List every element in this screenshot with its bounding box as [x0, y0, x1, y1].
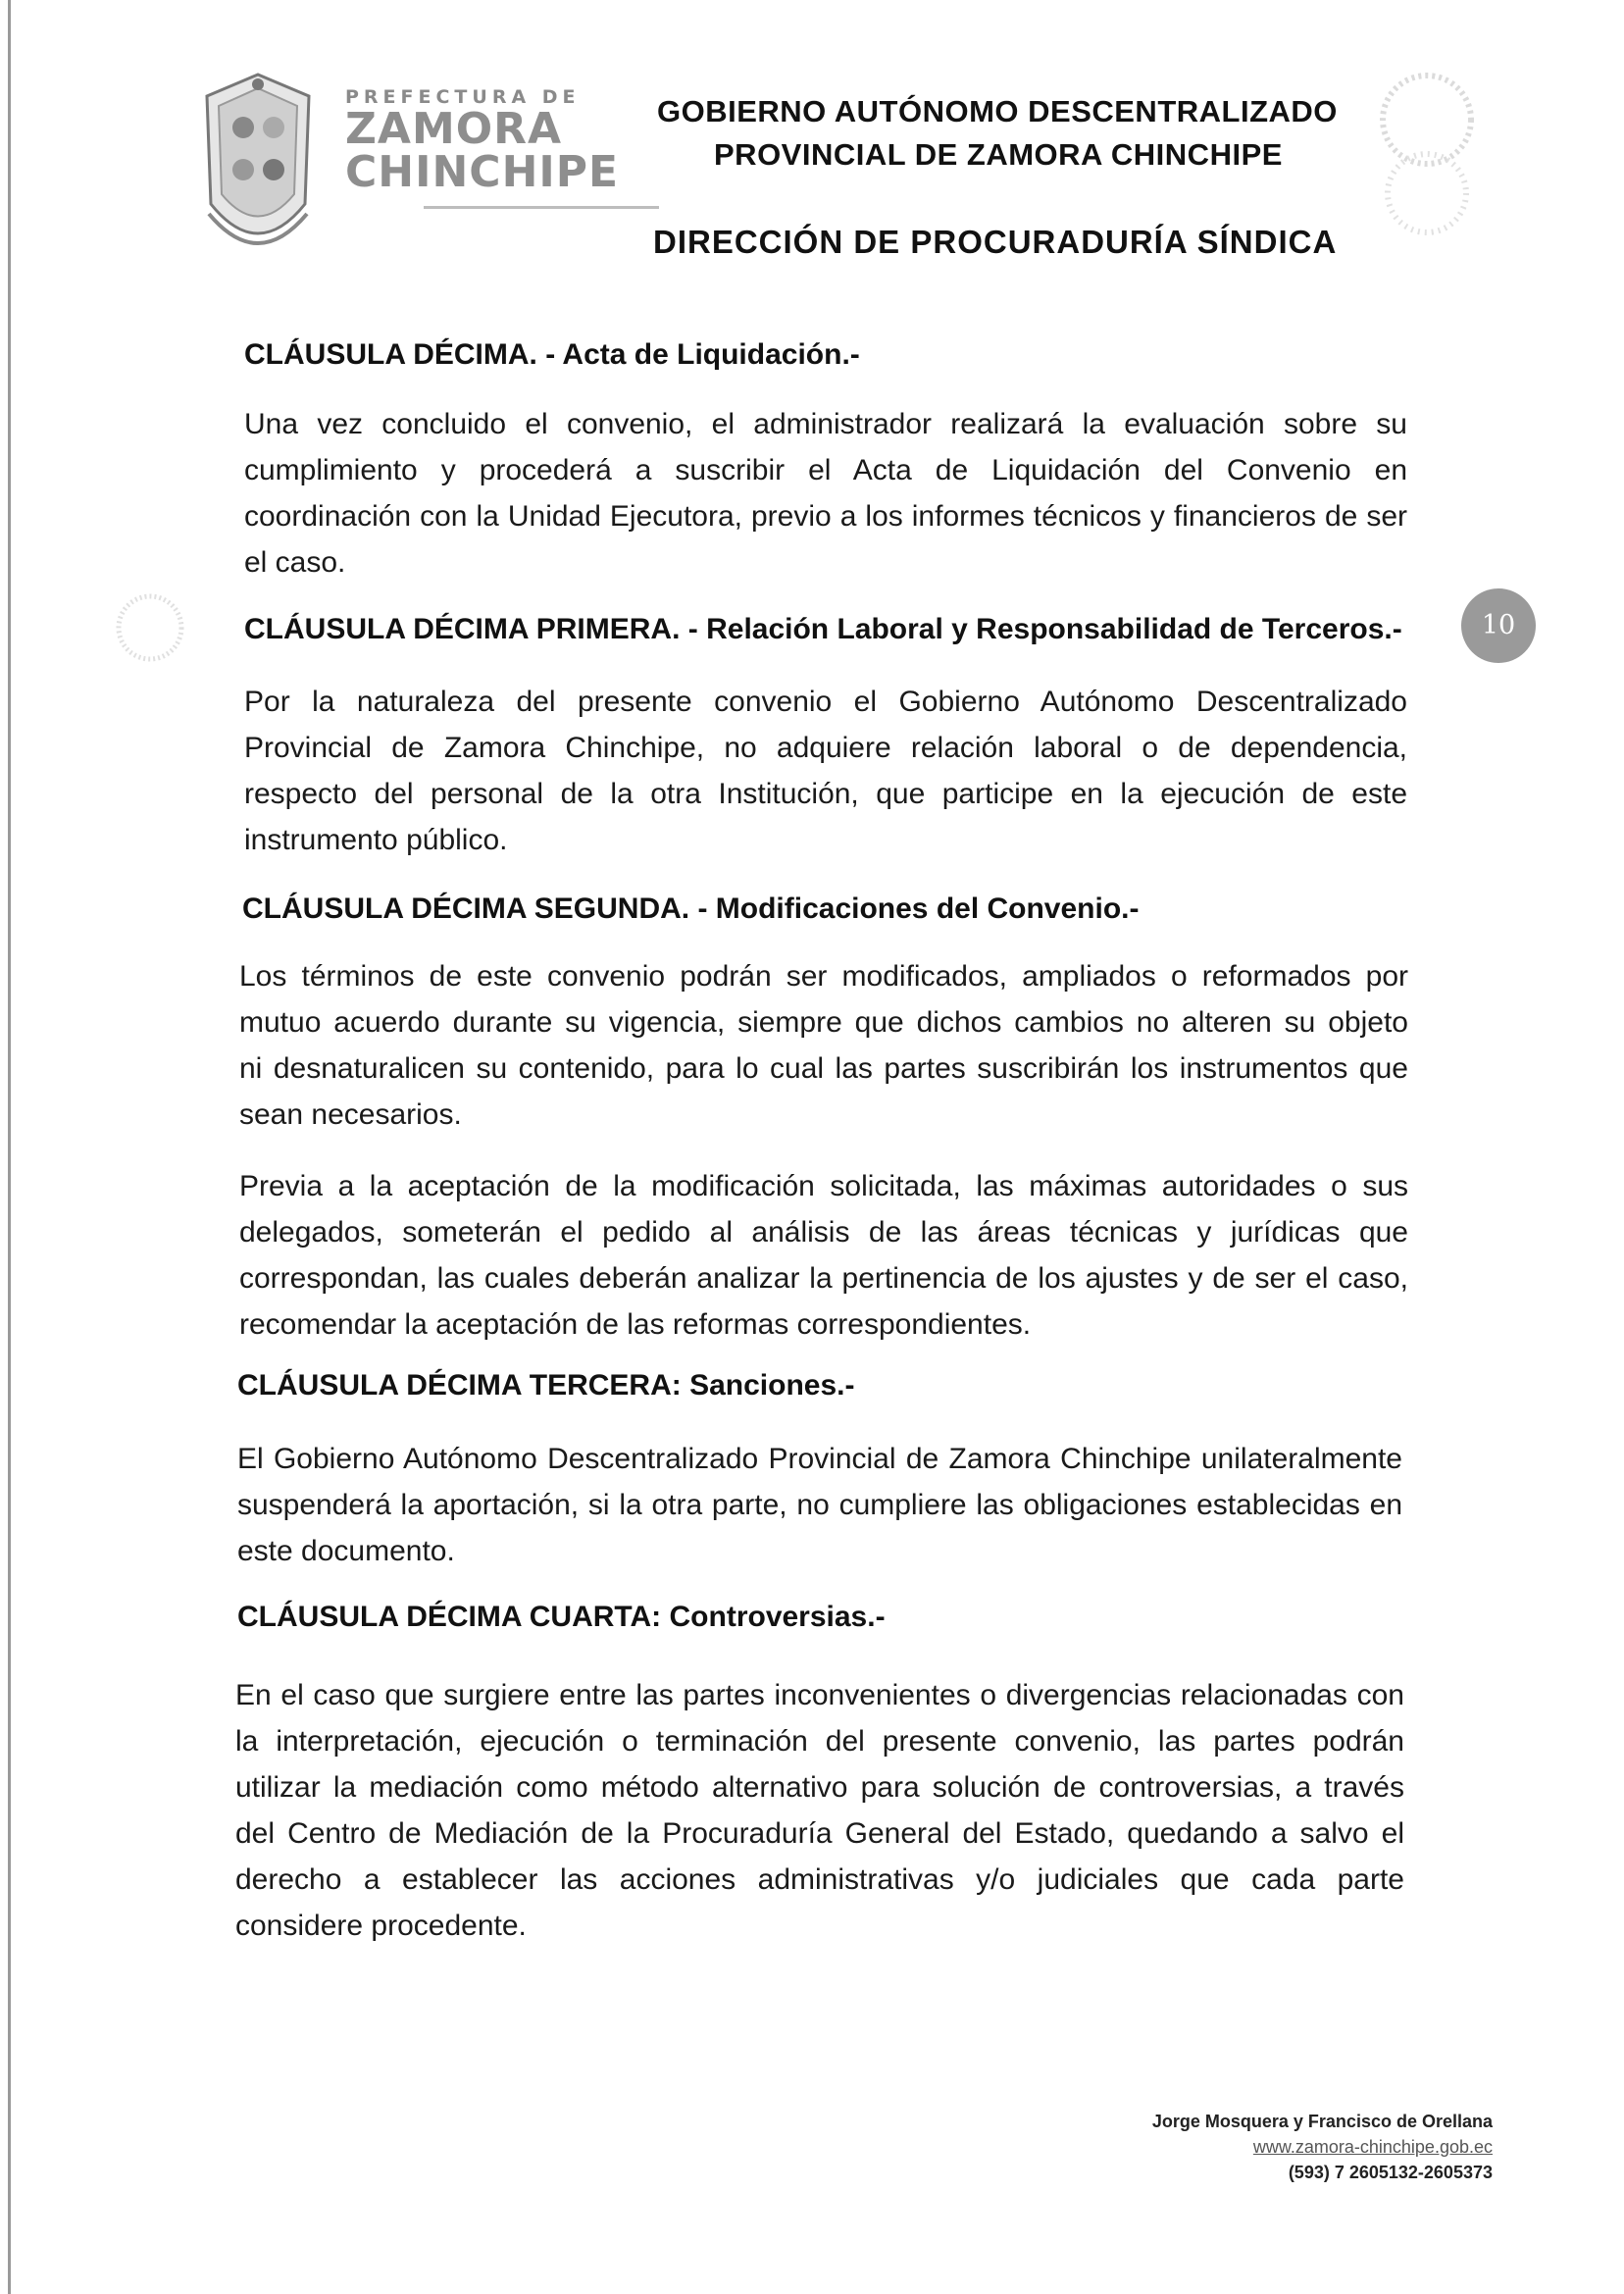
text-line: instrumento público.	[244, 824, 508, 856]
footer-contact	[1152, 2109, 1493, 2185]
footer-phone: (593) 7 2605132-2605373	[1288, 2163, 1493, 2182]
footer-website-link[interactable]: www.zamora-chinchipe.gob.ec	[1252, 2137, 1493, 2157]
text-line: Por la naturaleza del presente convenio el Gobierno Autónomo Descentralizado	[244, 686, 1407, 718]
text-line: Provincial de Zamora Chinchipe, no adquiere relación laboral o de dependencia,	[244, 732, 1407, 764]
gov-title-line1: GOBIERNO AUTÓNOMO DESCENTRALIZADO	[657, 94, 1338, 128]
direction-title: DIRECCIÓN DE PROCURADURÍA SÍNDICA	[653, 224, 1338, 260]
clause-12-body	[239, 953, 1408, 1138]
prefecture-brand	[345, 86, 620, 209]
text-line: este documento.	[237, 1535, 455, 1567]
text-line: utilizar la mediación como método alternativo para solución de controversias, a través	[235, 1771, 1404, 1804]
clause-13-heading: CLÁUSULA DÉCIMA TERCERA: Sanciones.-	[237, 1369, 855, 1402]
clause-14-heading: CLÁUSULA DÉCIMA CUARTA: Controversias.-	[237, 1601, 886, 1633]
clause-10-body	[244, 401, 1407, 586]
text-line: suspenderá la aportación, si la otra parte, no cumpliere las obligaciones establecidas en	[237, 1489, 1402, 1521]
clause-12-body-2	[239, 1163, 1408, 1348]
text-line: coordinación con la Unidad Ejecutora, previo a los informes técnicos y financieros de ser	[244, 500, 1407, 533]
brand-prefix: PREFECTURA DE	[345, 86, 581, 108]
text-line: cumplimiento y procederá a suscribir el Acta de Liquidación del Convenio en	[244, 454, 1407, 486]
clause-11-body	[244, 679, 1407, 863]
decorative-watermark-icon	[1353, 61, 1500, 247]
clause-12-heading: CLÁUSULA DÉCIMA SEGUNDA. - Modificaciones del Convenio.-	[242, 892, 1140, 925]
text-line: El Gobierno Autónomo Descentralizado Provincial de Zamora Chinchipe unilateralmente	[237, 1443, 1402, 1475]
text-line: la interpretación, ejecución o terminación del presente convenio, las partes podrán	[235, 1725, 1404, 1758]
text-line: respecto del personal de la otra Institución, que participe en la ejecución de este	[244, 778, 1407, 810]
text-line: mutuo acuerdo durante su vigencia, siempre que dichos cambios no alteren su objeto	[239, 1006, 1408, 1039]
text-line: del Centro de Mediación de la Procuraduría General del Estado, quedando a salvo el	[235, 1817, 1404, 1850]
text-line: considere procedente.	[235, 1910, 527, 1942]
clause-10-heading: CLÁUSULA DÉCIMA. - Acta de Liquidación.-	[244, 338, 860, 371]
text-line: recomendar la aceptación de las reformas correspondientes.	[239, 1308, 1032, 1341]
text-line: ni desnaturalicen su contenido, para lo cual las partes suscribirán los instrumentos que	[239, 1052, 1408, 1085]
gov-title-line2: PROVINCIAL DE ZAMORA CHINCHIPE	[714, 137, 1283, 172]
text-line: Una vez concluido el convenio, el administrador realizará la evaluación sobre su	[244, 408, 1407, 440]
brand-zamora: ZAMORA	[345, 104, 563, 154]
text-line: En el caso que surgiere entre las partes inconvenientes o divergencias relacionadas con	[235, 1679, 1404, 1711]
clause-14-body	[235, 1672, 1404, 1949]
text-line: derecho a establecer las acciones administrativas y/o judiciales que cada parte	[235, 1863, 1404, 1896]
footer-address: Jorge Mosquera y Francisco de Orellana	[1151, 2112, 1493, 2131]
brand-chinchipe: CHINCHIPE	[345, 147, 620, 197]
text-line: delegados, someterán el pedido al análisis de las áreas técnicas y jurídicas que	[239, 1216, 1408, 1249]
text-line: Previa a la aceptación de la modificación solicitada, las máximas autoridades o sus	[239, 1170, 1408, 1202]
text-line: correspondan, las cuales deberán analizar la pertinencia de los ajustes y de ser el caso,	[239, 1262, 1408, 1295]
scan-edge	[8, 0, 11, 2294]
coat-of-arms-logo	[199, 67, 317, 273]
text-line: el caso.	[244, 546, 346, 579]
text-line: Los términos de este convenio podrán ser modificados, ampliados o reformados por	[239, 960, 1408, 993]
clause-13-body	[237, 1436, 1402, 1574]
brand-underline	[424, 206, 659, 209]
stamp-mark-icon	[106, 588, 194, 667]
clause-11-heading: CLÁUSULA DÉCIMA PRIMERA. - Relación Laboral y Responsabilidad de Terceros.-	[244, 613, 1402, 645]
text-line: sean necesarios.	[239, 1098, 462, 1131]
page-number-badge: 10	[1461, 588, 1536, 663]
